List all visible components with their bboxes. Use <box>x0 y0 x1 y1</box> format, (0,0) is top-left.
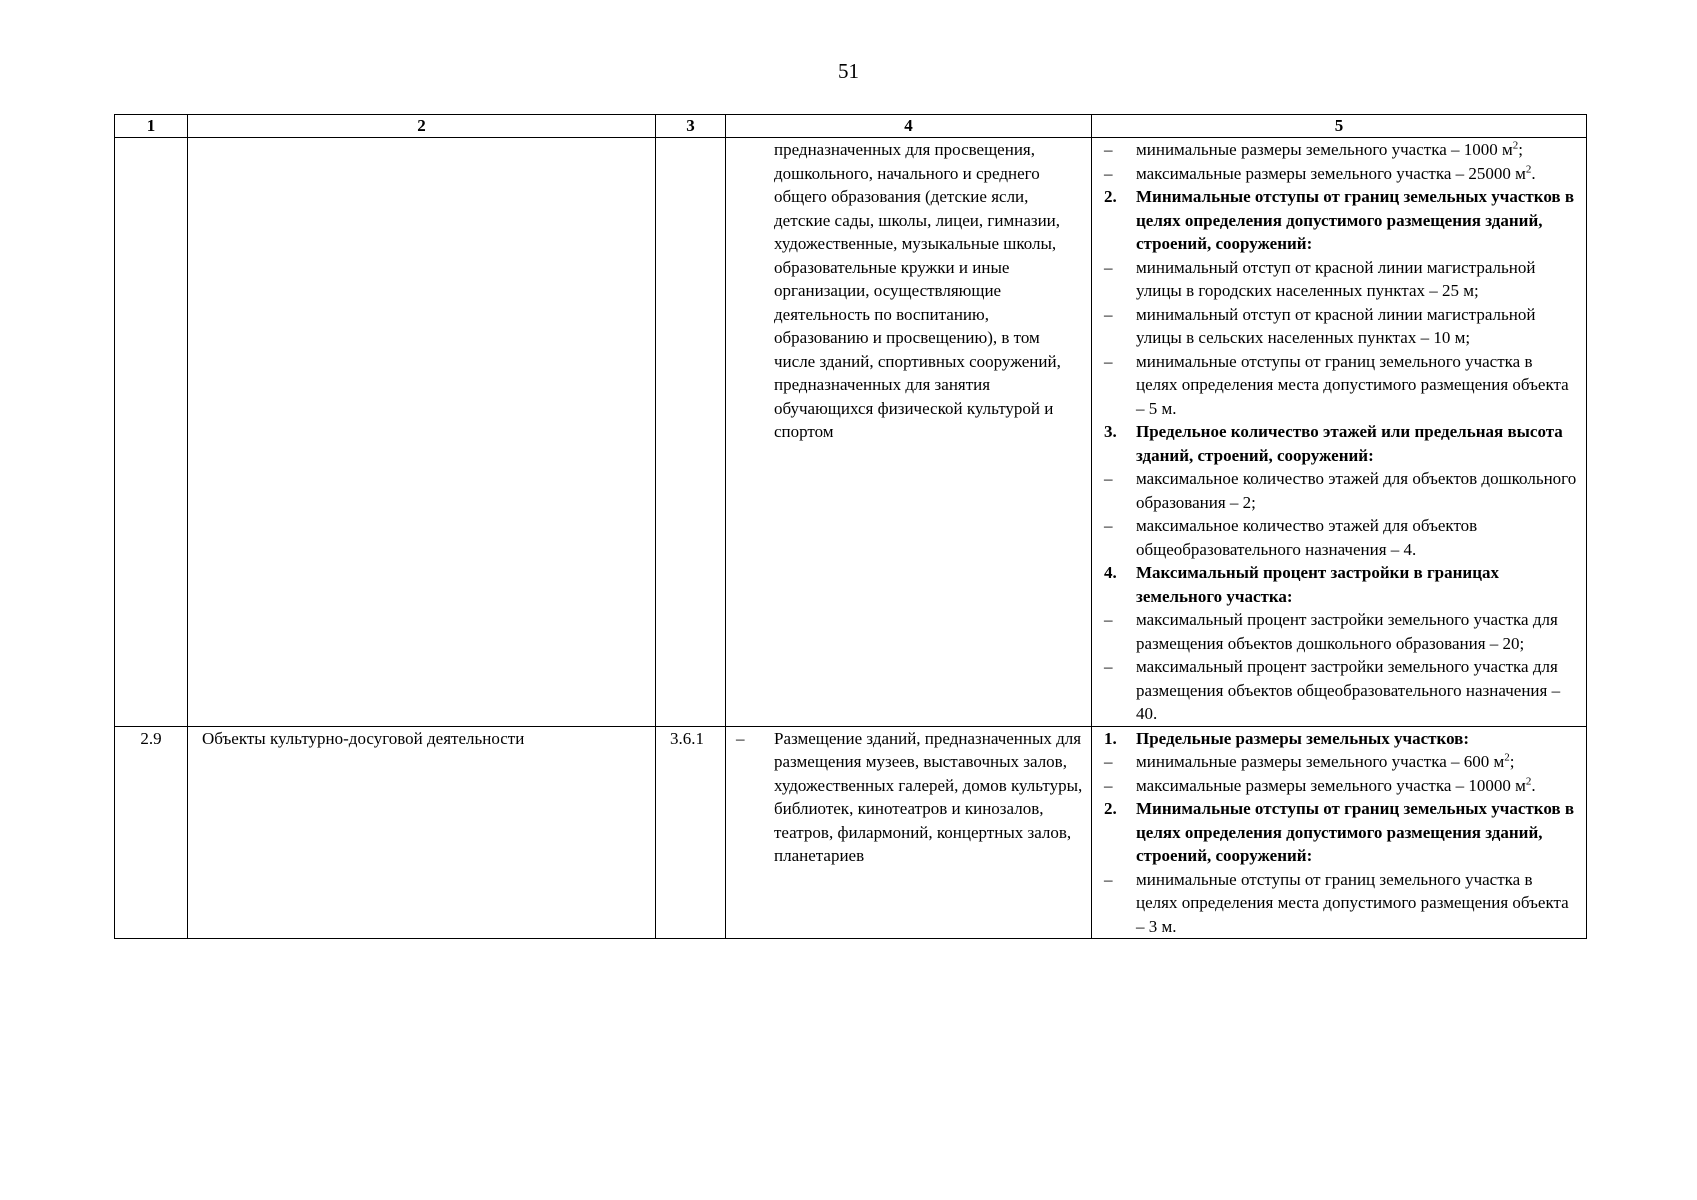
item-text: минимальный отступ от красной линии магистральной улицы в городских населенных пунктах – 25 м; <box>1136 257 1536 300</box>
cell-number: 2.9 <box>115 726 188 939</box>
superscript: 2 <box>1525 162 1532 175</box>
description-dash: – <box>736 728 745 748</box>
cell-parameters <box>1092 726 1587 939</box>
parameter-item <box>1092 256 1578 303</box>
item-marker: – <box>1104 752 1113 771</box>
item-text: максимальное количество этажей для объектов общеобразовательного назначения – 4. <box>1136 516 1478 559</box>
item-text: максимальный процент застройки земельного участка для размещения объектов дошкольного образования – 20; <box>1136 610 1558 653</box>
parameter-item <box>1092 868 1578 939</box>
parameter-item <box>1092 774 1578 798</box>
item-marker: 3. <box>1104 422 1117 441</box>
table-row <box>115 726 1587 939</box>
cell-code <box>656 138 726 727</box>
item-text: максимальный процент застройки земельного участка для размещения объектов общеобразовательного назначения – 40. <box>1136 657 1561 723</box>
item-marker: – <box>1104 869 1113 889</box>
item-text: минимальные отступы от границ земельного участка в целях определения места допустимого размещения объекта – 5 м. <box>1136 351 1569 418</box>
item-text: минимальные размеры земельного участка – 1000 м <box>1136 140 1513 159</box>
header-col-2: 2 <box>188 115 656 138</box>
parameter-item <box>1092 608 1578 655</box>
item-marker: – <box>1104 351 1113 371</box>
parameter-item <box>1092 303 1578 350</box>
regulations-table <box>114 114 1587 939</box>
parameter-heading <box>1092 185 1578 256</box>
superscript: 2 <box>1504 751 1510 764</box>
item-marker: – <box>1104 775 1113 795</box>
cell-description <box>726 726 1092 939</box>
item-text: минимальные размеры земельного участка – 600 м <box>1136 752 1505 771</box>
item-tail: ; <box>1518 140 1523 159</box>
parameter-item <box>1092 138 1578 162</box>
item-marker: – <box>1104 469 1113 488</box>
cell-description <box>726 138 1092 727</box>
cell-object-name: Объекты культурно-досуговой деятельности <box>188 726 656 939</box>
item-text: Предельные размеры земельных участков: <box>1136 728 1470 748</box>
parameter-item <box>1092 467 1578 514</box>
item-marker: 4. <box>1104 563 1117 582</box>
header-col-5: 5 <box>1092 115 1587 138</box>
page-number: 51 <box>838 59 859 83</box>
table-body <box>115 138 1587 939</box>
cell-number <box>115 138 188 727</box>
parameter-heading <box>1092 727 1578 751</box>
item-marker: – <box>1104 163 1113 183</box>
item-text: Минимальные отступы от границ земельных участков в целях определения допустимого размещения зданий, строений, сооружений: <box>1136 799 1575 865</box>
cell-parameters <box>1092 138 1587 727</box>
item-marker: 1. <box>1104 728 1117 748</box>
item-text: Максимальный процент застройки в границах земельного участка: <box>1136 563 1500 606</box>
item-text: максимальные размеры земельного участка – 10000 м <box>1136 775 1526 795</box>
parameter-item <box>1092 655 1578 726</box>
item-text: минимальные отступы от границ земельного участка в целях определения места допустимого размещения объекта – 3 м. <box>1136 869 1569 936</box>
item-marker: – <box>1104 610 1113 629</box>
header-col-3: 3 <box>656 115 726 138</box>
item-text: минимальный отступ от красной линии магистральной улицы в сельских населенных пунктах – 10 м; <box>1136 304 1536 347</box>
item-marker: – <box>1104 257 1113 277</box>
item-tail: . <box>1531 775 1536 795</box>
item-text: максимальные размеры земельного участка – 25000 м <box>1136 163 1526 183</box>
parameter-item <box>1092 350 1578 421</box>
item-marker: 2. <box>1104 799 1117 818</box>
item-text: максимальное количество этажей для объектов дошкольного образования – 2; <box>1136 469 1577 512</box>
parameter-heading <box>1092 420 1578 467</box>
description-text: предназначенных для просвещения, дошкольного, начального и среднего общего образования (детские ясли, детские сады, школы, лицеи, гимназии, художественные, музыкальные школы, образовательные кружки и иные организации, осуществляющие деятельность по воспитанию, образованию и просвещению), в том числе зданий, спортивных сооружений, предназначенных для занятия обучающихся физической культурой и спортом <box>774 140 1061 441</box>
item-marker: – <box>1104 657 1113 676</box>
item-marker: 2. <box>1104 187 1117 206</box>
cell-object-name <box>188 138 656 727</box>
parameter-heading <box>1092 797 1578 868</box>
item-text: Минимальные отступы от границ земельных участков в целях определения допустимого размещения зданий, строений, сооружений: <box>1136 187 1575 253</box>
parameter-item <box>1092 514 1578 561</box>
item-marker: – <box>1104 516 1113 535</box>
item-tail: ; <box>1509 752 1515 771</box>
header-col-1: 1 <box>115 115 188 138</box>
description-text: Размещение зданий, предназначенных для размещения музеев, выставочных залов, художественных галерей, домов культуры, библиотек, кинотеатров и кинозалов, театров, филармоний, концертных залов, планетариев <box>774 728 1083 865</box>
item-tail: . <box>1531 163 1536 183</box>
table-row <box>115 138 1587 727</box>
header-row <box>115 115 1587 138</box>
parameter-heading <box>1092 561 1578 608</box>
description-dash <box>726 138 774 444</box>
superscript: 2 <box>1512 139 1519 152</box>
item-marker: – <box>1104 304 1113 324</box>
parameter-item <box>1092 162 1578 186</box>
parameter-item <box>1092 750 1578 774</box>
item-text: Предельное количество этажей или предельная высота зданий, строений, сооружений: <box>1136 422 1563 465</box>
header-col-4: 4 <box>726 115 1092 138</box>
item-marker: – <box>1104 140 1113 159</box>
cell-code: 3.6.1 <box>656 726 726 939</box>
superscript: 2 <box>1525 774 1532 787</box>
